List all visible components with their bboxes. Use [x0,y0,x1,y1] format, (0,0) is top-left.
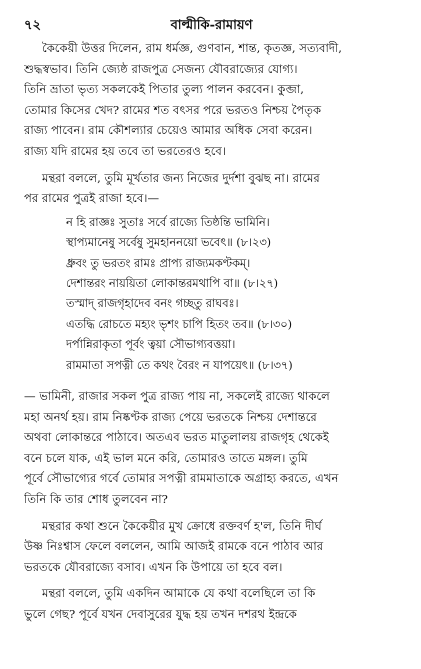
paragraph-5 [24,583,399,624]
running-title: বাল্মীকি-রামায়ণ [170,18,253,33]
text-line: ভুলে গেছ? পূর্বে যখন দেবাসুরের যুদ্ধ হয় তখন দশরথ ইন্দ্রকে [24,606,297,621]
verse-line: রামমাতা সপত্নী তে কথং বৈরং ন যাপয়েৎ॥ (৮।৩৭) [66,358,293,372]
text-line: মন্থরা বললে, তুমি মূর্খতার জন্য নিজের দুর্দশা বুঝছ না। রামের [42,170,320,185]
text-line: মহা অনর্থ হয়। রাম নিষ্কণ্টক রাজ্য পেয়ে ভরতকে নিশ্চয় দেশান্তরে [24,409,317,424]
paragraph-4 [24,516,399,578]
text-line: বনে চলে যাক, এই ভাল মনে করি, তোমারও তাতে মঙ্গল। তুমি [24,450,308,465]
text-line: কৈকেয়ী উত্তর দিলেন, রাম ধর্মজ্ঞ, গুণবান, শান্ত, কৃতজ্ঞ, সত্যবাদী, [42,41,342,55]
page-number: ৭২ [24,18,41,33]
paragraph-3 [24,386,399,510]
text-line: রাজ্য যদি রামের হয় তবে তা ভরতেরও হবে। [24,143,226,158]
verse-line: এতদ্ধি রোচতে মহ্যং ভৃশং চাপি হিতং তব॥ (৮।৩০) [66,317,293,331]
text-line: পর রামের পুত্রই রাজা হবে।— [24,191,160,206]
verse-line: তস্মাদ্ রাজগৃহাদেব বনং গচ্ছতু রাঘবঃ। [66,297,239,311]
text-line: পূর্বে সৌভাগ্যের গর্বে তোমার সপত্নী রামমাতাকে অগ্রাহ্য করতে, এখন [24,471,339,486]
verse-line: ন হি রাজ্ঞঃ সুতাঃ সর্বে রাজ্যে তিষ্ঠন্তি ভামিনি। [66,215,270,229]
verse-line: ধ্রুবং তু ভরতং রামঃ প্রাপ্য রাজ্যমকণ্টকম্। [66,256,251,270]
text-line: তিনি কি তার শোধ তুলবেন না? [24,491,168,506]
text-line: উষ্ণ নিঃশ্বাস ফেলে বললেন, আমি আজই রামকে বনে পাঠাব আর [24,539,324,554]
text-line: অথবা লোকান্তরে পাঠাবে। অতএব ভরত মাতুলালয় রাজগৃহ থেকেই [24,430,329,445]
text-line: শুদ্ধস্বভাব। তিনি জ্যেষ্ঠ রাজপুত্র সেজন্য যৌবরাজ্যের যোগ্য। [24,61,298,76]
text-line: মন্থরার কথা শুনে কৈকেয়ীর মুখ ক্রোধে রক্তবর্ণ হ'ল, তিনি দীর্ঘ [42,518,322,533]
sanskrit-verse-block [24,213,399,376]
text-line: — ভামিনী, রাজার সকল পুত্র রাজ্য পায় না, সকলেই রাজ্যে থাকলে [24,389,330,403]
paragraph-2 [24,168,399,209]
text-line: তোমার কিসের খেদ? রামের শত বৎসর পরে ভরতও নিশ্চয় পৈতৃক [24,102,322,117]
text-line: মন্থরা বললে, তুমি একদিন আমাকে যে কথা বলেছিলে তা কি [42,586,316,601]
verse-line: দেশান্তরং নায়য়িতা লোকান্তরমথাপি বা॥ (৮।২৭) [66,276,279,290]
page-header [24,16,399,38]
paragraph-1 [24,38,399,162]
text-line: রাজ্য পাবেন। রাম কৌশল্যার চেয়েও আমার অধিক সেবা করেন। [24,123,313,138]
verse-line: দর্পান্নিরাকৃতা পূর্বং ত্বয়া সৌভাগ্যবত্তয়া। [66,338,236,352]
text-line: ভরতকে যৌবরাজ্যে বসাব। এখন কি উপায়ে তা হবে বল। [24,559,283,574]
text-line: তিনি ভ্রাতা ভৃত্য সকলকেই পিতার তুল্য পালন করবেন। কুব্জা, [24,82,304,97]
verse-line: স্থাপ্যমানেষু সর্বেষু সুমহাননয়ো ভবেৎ॥ (৮।২৩) [66,236,272,250]
